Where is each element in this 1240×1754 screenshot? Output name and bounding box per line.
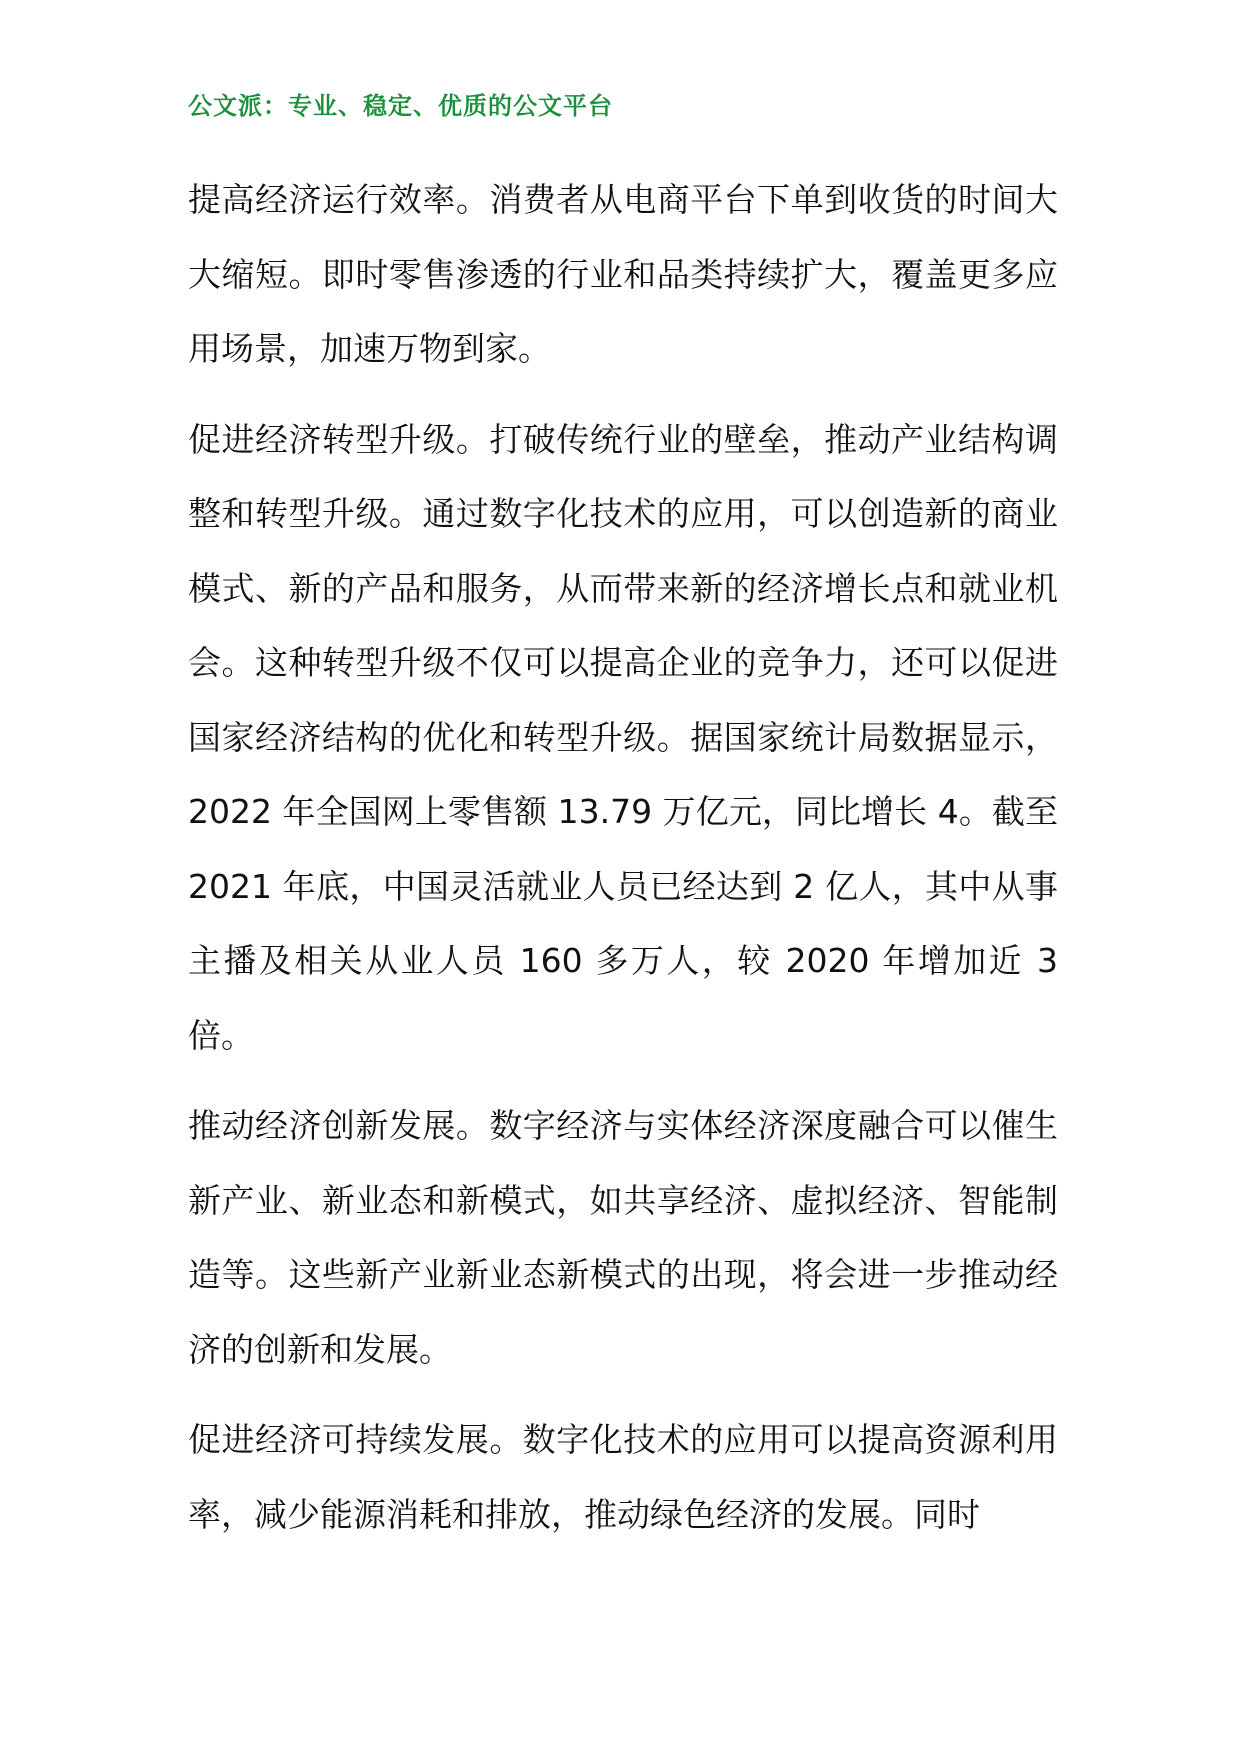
paragraph-transformation: 促进经济转型升级。打破传统行业的壁垒，推动产业结构调整和转型升级。通过数字化技术的应用，可以创造新的商业模式、新的产品和服务，从而带来新的经济增长点和就业机会。这种转型升级不仅可以提高企业的竞争力，还可以促进国家经济结构的优化和转型升级。据国家统计局数据显示，2022 年全国网上零售额 13.79 万亿元，同比增长 4。截至 2021 年底，中国灵活就业人员已经达到 2 亿人，其中从事主播及相关从业人员 160 多万人，较 2020 年增加近 3 倍。 [188, 419, 1058, 1055]
paragraph-sustainability: 促进经济可持续发展。数字化技术的应用可以提高资源利用率，减少能源消耗和排放，推动绿色经济的发展。同时 [188, 1420, 1058, 1534]
document-body [188, 163, 1058, 1568]
paragraph-efficiency: 提高经济运行效率。消费者从电商平台下单到收货的时间大大缩短。即时零售渗透的行业和品类持续扩大，覆盖更多应用场景，加速万物到家。 [188, 180, 1058, 368]
paragraph-innovation: 推动经济创新发展。数字经济与实体经济深度融合可以催生新产业、新业态和新模式，如共享经济、虚拟经济、智能制造等。这些新产业新业态新模式的出现，将会进一步推动经济的创新和发展。 [188, 1106, 1058, 1369]
page-header-title: 公文派：专业、稳定、优质的公文平台 [188, 92, 613, 120]
